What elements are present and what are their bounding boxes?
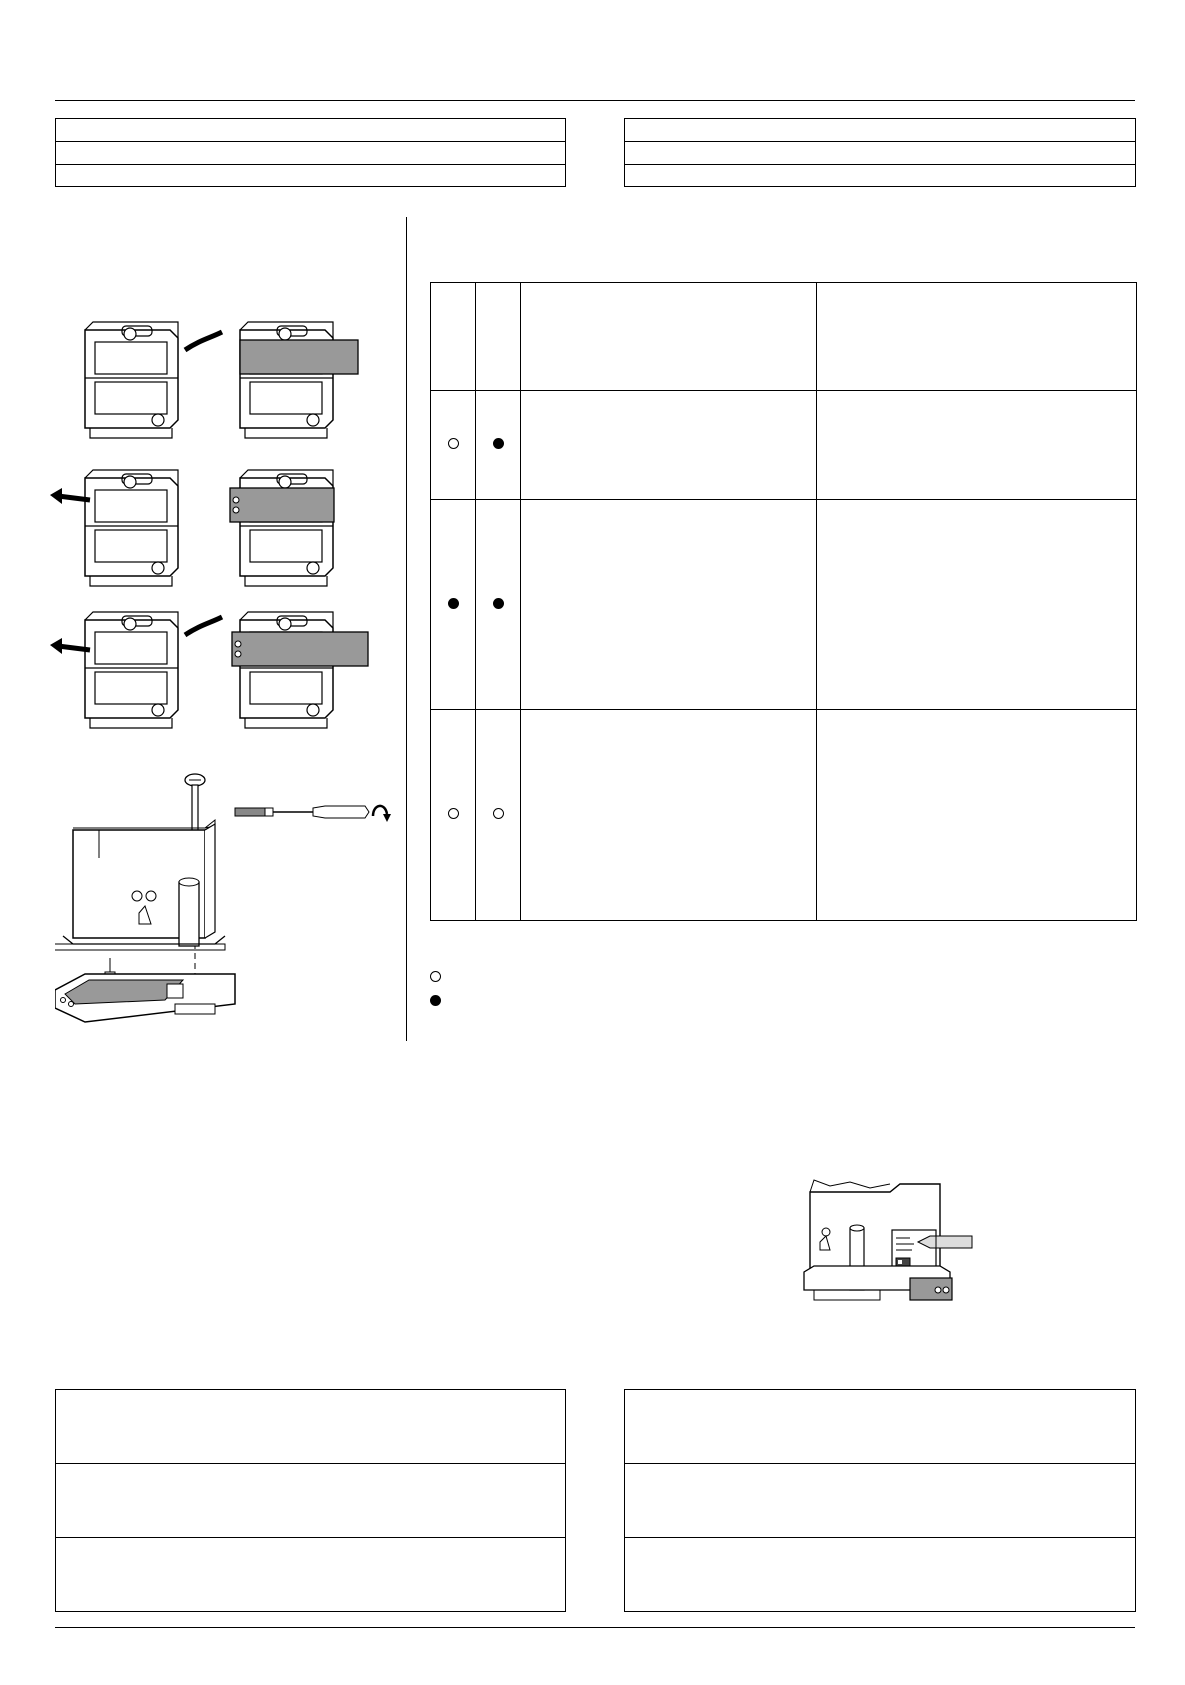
pen-icon — [918, 1236, 972, 1248]
header-box-right-row — [625, 119, 1135, 142]
table-header-cell — [817, 283, 1137, 391]
device-label-illustration — [800, 1178, 980, 1318]
table-header-cell — [476, 283, 521, 391]
header-box-left-row — [56, 119, 565, 142]
screwdriver-icon — [235, 808, 265, 816]
table-cell — [817, 500, 1137, 710]
header-box-right — [624, 118, 1136, 187]
footer-box-right-row — [625, 1538, 1135, 1611]
arrow-icon — [185, 332, 222, 350]
footer-box-right-row — [625, 1390, 1135, 1464]
header-box-left — [55, 118, 566, 187]
footer-box-left-row — [56, 1538, 565, 1611]
base-assembly-illustration — [55, 768, 395, 1038]
footer-box-left-row — [56, 1390, 565, 1464]
open-circle-icon — [448, 808, 459, 819]
frame-drawing-6 — [240, 612, 333, 728]
table-cell — [521, 710, 817, 921]
legend-item — [430, 964, 1130, 988]
legend-item — [430, 988, 1130, 1012]
header-box-left-row — [56, 142, 565, 165]
table-cell — [817, 710, 1137, 921]
table-header-cell — [431, 283, 476, 391]
footer-box-right — [624, 1389, 1136, 1612]
table-cell — [817, 391, 1137, 500]
table-row — [431, 710, 1137, 921]
shaded-label-strip — [240, 340, 358, 374]
open-circle-icon — [430, 971, 441, 982]
filled-circle-icon — [493, 438, 504, 449]
frame-drawing-3 — [85, 470, 178, 586]
footer-box-left-row — [56, 1464, 565, 1538]
top-rule — [55, 100, 1135, 101]
shaded-label-strip — [232, 632, 368, 666]
legend — [430, 964, 1130, 1012]
table-header-cell — [521, 283, 817, 391]
filled-circle-icon — [448, 598, 459, 609]
header-box-right-row — [625, 142, 1135, 165]
column-divider — [406, 217, 407, 1041]
open-circle-icon — [448, 438, 459, 449]
header-box-right-row — [625, 165, 1135, 186]
shaded-label-strip — [230, 488, 334, 522]
open-circle-icon — [493, 808, 504, 819]
arrow-icon — [185, 617, 222, 635]
table-cell — [521, 391, 817, 500]
footer-box-left — [55, 1389, 566, 1612]
contact-table — [430, 282, 1137, 921]
bottom-rule — [55, 1627, 1135, 1628]
footer-box-right-row — [625, 1464, 1135, 1538]
filled-circle-icon — [493, 598, 504, 609]
table-cell — [521, 500, 817, 710]
table-header-row — [431, 283, 1137, 391]
frame-illustrations — [50, 320, 395, 750]
filled-circle-icon — [430, 995, 441, 1006]
table-row — [431, 391, 1137, 500]
header-box-left-row — [56, 165, 565, 186]
frame-drawing-1 — [85, 322, 178, 438]
table-row — [431, 500, 1137, 710]
frame-drawing-5 — [85, 612, 178, 728]
